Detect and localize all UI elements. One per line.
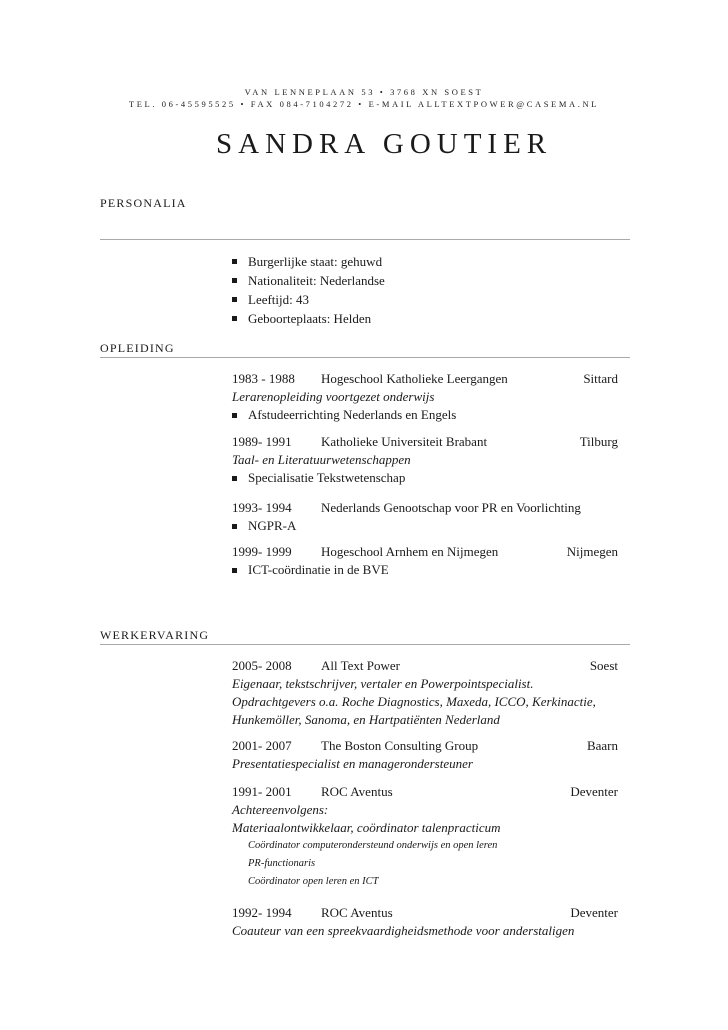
entry-institution: Nederlands Genootschap voor PR en Voorlichting bbox=[321, 500, 581, 515]
entry-bullet-text: Afstudeerrichting Nederlands en Engels bbox=[248, 407, 457, 422]
person-name: SANDRA GOUTIER bbox=[216, 128, 553, 160]
personalia-list bbox=[232, 252, 385, 328]
bullet-square-icon bbox=[232, 476, 237, 481]
entry-city: Soest bbox=[589, 658, 618, 673]
entry-description: Coauteur van een spreekvaardigheidsmethode voor anderstaligen bbox=[232, 923, 575, 938]
bullet-square-icon bbox=[232, 413, 237, 418]
entry-subline: Coördinator open leren en ICT bbox=[248, 876, 379, 887]
section-heading-werkervaring: WERKERVARING bbox=[100, 628, 210, 642]
entry-description: Hunkemöller, Sanoma, en Hartpatiënten Nederland bbox=[232, 712, 500, 727]
entry-city: Sittard bbox=[583, 371, 618, 386]
entry-city: Deventer bbox=[570, 905, 618, 920]
education-entry bbox=[232, 543, 618, 579]
work-entry bbox=[232, 783, 618, 891]
section-divider bbox=[100, 357, 630, 358]
entry-company: ROC Aventus bbox=[321, 905, 393, 920]
bullet-square-icon bbox=[232, 316, 237, 321]
entry-description: Materiaalontwikkelaar, coördinator talenpracticum bbox=[232, 820, 501, 835]
education-entry bbox=[232, 499, 618, 535]
entry-subline: Coördinator computerondersteund onderwijs en open leren bbox=[248, 840, 498, 851]
work-entry bbox=[232, 657, 618, 729]
entry-years: 2005- 2008 bbox=[232, 658, 292, 673]
list-item bbox=[232, 271, 385, 290]
entry-study: Lerarenopleiding voortgezet onderwijs bbox=[232, 389, 435, 404]
bullet-square-icon bbox=[232, 297, 237, 302]
section-divider bbox=[100, 644, 630, 645]
entry-institution: Hogeschool Katholieke Leergangen bbox=[321, 371, 508, 386]
entry-city: Nijmegen bbox=[566, 544, 618, 559]
entry-years: 1999- 1999 bbox=[232, 544, 292, 559]
entry-years: 1991- 2001 bbox=[232, 784, 292, 799]
contact-line: TEL. 06-45595525 • FAX 084-7104272 • E-MAIL ALLTEXTPOWER@CASEMA.NL bbox=[128, 99, 600, 109]
entry-years: 1983 - 1988 bbox=[232, 371, 295, 386]
section-divider bbox=[100, 239, 630, 240]
list-item bbox=[232, 252, 385, 271]
entry-company: ROC Aventus bbox=[321, 784, 393, 799]
entry-bullet-text: Specialisatie Tekstwetenschap bbox=[248, 470, 406, 485]
list-item-text: Leeftijd: 43 bbox=[248, 292, 310, 307]
list-item-text: Geboorteplaats: Helden bbox=[248, 311, 372, 326]
list-item bbox=[232, 290, 385, 309]
section-heading-personalia: PERSONALIA bbox=[100, 196, 187, 210]
entry-study: Taal- en Literatuurwetenschappen bbox=[232, 452, 411, 467]
bullet-square-icon bbox=[232, 259, 237, 264]
entry-institution: Hogeschool Arnhem en Nijmegen bbox=[321, 544, 499, 559]
entry-city: Baarn bbox=[586, 738, 618, 753]
education-entry bbox=[232, 370, 618, 424]
bullet-square-icon bbox=[232, 278, 237, 283]
entry-company: The Boston Consulting Group bbox=[321, 738, 479, 753]
entry-description: Eigenaar, tekstschrijver, vertaler en Powerpointspecialist. bbox=[232, 676, 534, 691]
entry-bullet-text: NGPR-A bbox=[248, 518, 297, 533]
address-line: VAN LENNEPLAAN 53 • 3768 XN SOEST bbox=[244, 87, 484, 97]
entry-description: Opdrachtgevers o.a. Roche Diagnostics, Maxeda, ICCO, Kerkinactie, bbox=[232, 694, 596, 709]
entry-institution: Katholieke Universiteit Brabant bbox=[321, 434, 488, 449]
entry-company: All Text Power bbox=[321, 658, 401, 673]
list-item-text: Nationaliteit: Nederlandse bbox=[248, 273, 385, 288]
list-item bbox=[232, 309, 385, 328]
entry-city: Tilburg bbox=[579, 434, 618, 449]
bullet-square-icon bbox=[232, 568, 237, 573]
entry-bullet-text: ICT-coördinatie in de BVE bbox=[248, 562, 389, 577]
entry-years: 2001- 2007 bbox=[232, 738, 292, 753]
bullet-square-icon bbox=[232, 524, 237, 529]
entry-subline: PR-functionaris bbox=[248, 858, 316, 869]
education-entry bbox=[232, 433, 618, 487]
entry-city: Deventer bbox=[570, 784, 618, 799]
entry-years: 1993- 1994 bbox=[232, 500, 292, 515]
entry-years: 1989- 1991 bbox=[232, 434, 292, 449]
entry-description: Achtereenvolgens: bbox=[232, 802, 329, 817]
section-heading-opleiding: OPLEIDING bbox=[100, 341, 175, 355]
list-item-text: Burgerlijke staat: gehuwd bbox=[248, 254, 383, 269]
entry-years: 1992- 1994 bbox=[232, 905, 292, 920]
work-entry bbox=[232, 904, 618, 940]
entry-description: Presentatiespecialist en managerondersteuner bbox=[232, 756, 473, 771]
work-entry bbox=[232, 737, 618, 773]
